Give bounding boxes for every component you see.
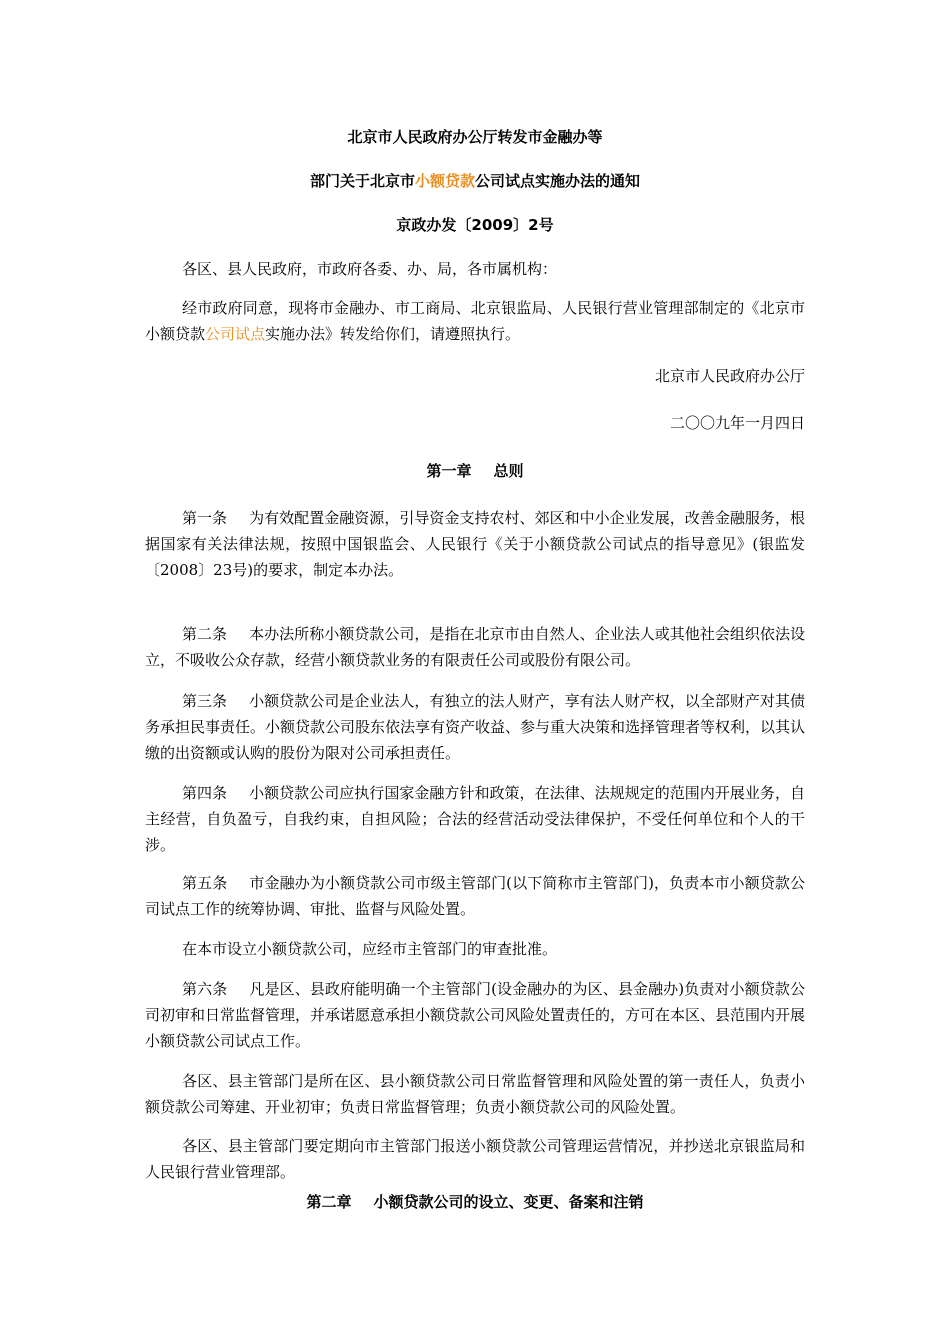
article-5-paragraph-2 <box>145 936 805 962</box>
article-6-label: 第六条 <box>182 980 228 998</box>
notice-keyword-link[interactable]: 公司试点 <box>205 325 266 343</box>
article-6-paragraph-2-text: 各区、县主管部门是所在区、县小额贷款公司日常监督管理和风险处置的第一责任人，负责小额贷款公司筹建、开业初审；负责日常监督管理；负责小额贷款公司的风险处置。 <box>145 1072 805 1116</box>
article-1 <box>145 505 805 583</box>
document-number-text: 京政办发〔2009〕2号 <box>396 216 554 234</box>
issuer <box>655 366 805 386</box>
chapter-1-heading <box>145 461 805 481</box>
article-2 <box>145 621 805 673</box>
notice-body-part-b: 实施办法》转发给你们，请遵照执行。 <box>265 325 521 343</box>
document-number <box>145 215 805 235</box>
article-5-paragraph-2-text: 在本市设立小额贷款公司，应经市主管部门的审查批准。 <box>182 940 558 958</box>
article-4 <box>145 780 805 858</box>
article-6 <box>145 976 805 1054</box>
article-6-text: 凡是区、县政府能明确一个主管部门(设金融办的为区、县金融办)负责对小额贷款公司初审和日常监督管理，并承诺愿意承担小额贷款公司风险处置责任的，方可在本区、县范围内开展小额贷款公司试点工作。 <box>145 980 806 1050</box>
salutation-text: 各区、县人民政府，市政府各委、办、局，各市属机构： <box>182 260 558 278</box>
article-6-paragraph-2 <box>145 1068 805 1120</box>
salutation <box>145 256 805 282</box>
title-line-1-text: 北京市人民政府办公厅转发市金融办等 <box>347 128 603 146</box>
article-6-paragraph-3-text: 各区、县主管部门要定期向市主管部门报送小额贷款公司管理运营情况，并抄送北京银监局和人民银行营业管理部。 <box>145 1137 805 1181</box>
title-line-2 <box>145 171 805 191</box>
title-keyword-link[interactable]: 小额贷款 <box>414 172 475 190</box>
chapter-1-title: 总则 <box>493 462 524 480</box>
title-line-1 <box>145 127 805 147</box>
article-2-text: 本办法所称小额贷款公司，是指在北京市由自然人、企业法人或其他社会组织依法设立，不吸收公众存款，经营小额贷款业务的有限责任公司或股份有限公司。 <box>145 625 805 669</box>
chapter-2-number: 第二章 <box>306 1193 352 1211</box>
article-5-label: 第五条 <box>182 874 228 892</box>
article-5-text: 市金融办为小额贷款公司市级主管部门(以下简称市主管部门)，负责本市小额贷款公司试点工作的统筹协调、审批、监督与风险处置。 <box>145 874 805 918</box>
title-line-2-part-b: 公司试点实施办法的通知 <box>475 172 641 190</box>
title-line-2-part-a: 部门关于北京市 <box>309 172 415 190</box>
notice-body <box>145 295 805 347</box>
issue-date <box>670 413 805 433</box>
article-1-label: 第一条 <box>182 509 228 527</box>
article-6-paragraph-3 <box>145 1133 805 1185</box>
article-3-label: 第三条 <box>182 692 228 710</box>
article-4-text: 小额贷款公司应执行国家金融方针和政策，在法律、法规规定的范围内开展业务，自主经营，自负盈亏，自我约束，自担风险；合法的经营活动受法律保护，不受任何单位和个人的干涉。 <box>145 784 805 854</box>
issuer-text: 北京市人民政府办公厅 <box>654 367 805 385</box>
chapter-1-number: 第一章 <box>426 462 472 480</box>
document-page <box>145 0 805 1344</box>
article-3 <box>145 688 805 766</box>
issue-date-text: 二〇〇九年一月四日 <box>669 414 805 432</box>
article-1-text: 为有效配置金融资源，引导资金支持农村、郊区和中小企业发展，改善金融服务，根据国家有关法律法规，按照中国银监会、人民银行《关于小额贷款公司试点的指导意见》(银监发〔2008〕23号)的要求，制定本办法。 <box>145 509 805 579</box>
notice-body-part-a: 经市政府同意，现将市金融办、市工商局、北京银监局、人民银行营业管理部制定的《北京市小额贷款 <box>145 299 805 343</box>
chapter-2-heading <box>145 1192 805 1212</box>
article-3-text: 小额贷款公司是企业法人，有独立的法人财产，享有法人财产权，以全部财产对其债务承担民事责任。小额贷款公司股东依法享有资产收益、参与重大决策和选择管理者等权利，以其认缴的出资额或认购的股份为限对公司承担责任。 <box>145 692 806 762</box>
chapter-2-title: 小额贷款公司的设立、变更、备案和注销 <box>373 1193 644 1211</box>
article-2-label: 第二条 <box>182 625 228 643</box>
article-4-label: 第四条 <box>182 784 228 802</box>
article-5 <box>145 870 805 922</box>
